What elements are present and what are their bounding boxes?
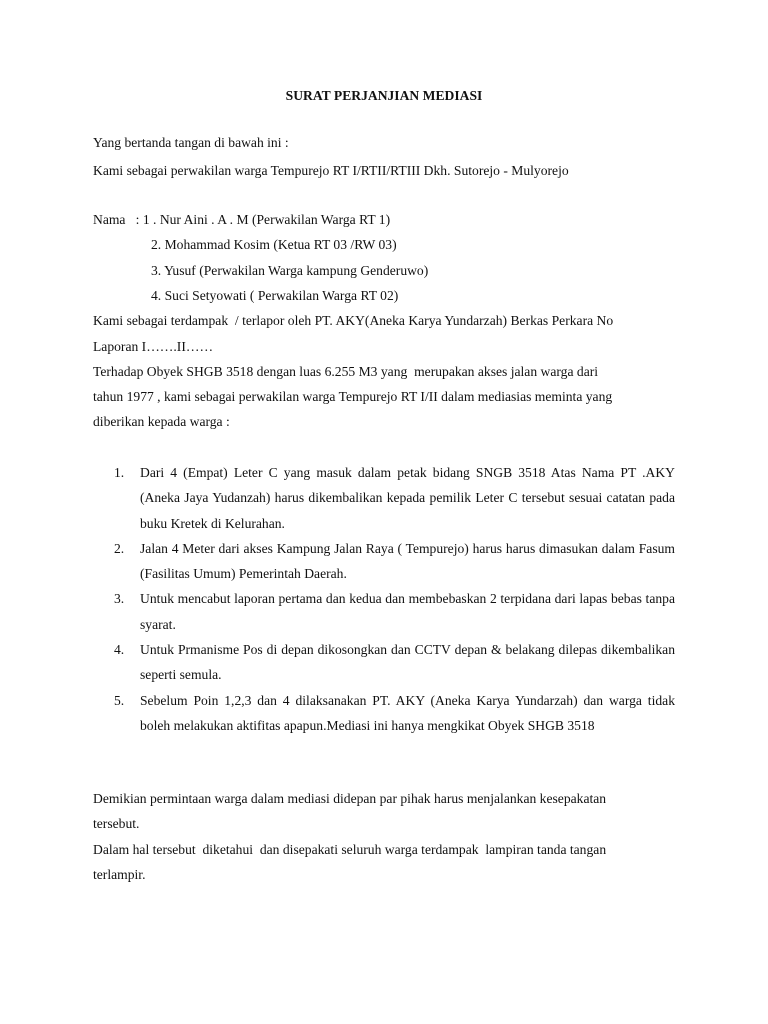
name-line: 3. Yusuf (Perwakilan Warga kampung Genderuwo) (151, 263, 429, 278)
document-title: SURAT PERJANJIAN MEDIASI (285, 88, 483, 103)
name-line: Nama : 1 . Nur Aini . A . M (Perwakilan Warga RT 1) (93, 212, 391, 227)
list-item-text: Untuk Prmanisme Pos di depan dikosongkan dan CCTV depan & belakang dilepas dikembalikan seperti semula. (140, 642, 675, 683)
list-item (93, 460, 675, 536)
list-item (93, 586, 675, 637)
list-item-number: 5. (114, 692, 125, 708)
list-item-text: Dari 4 (Empat) Leter C yang masuk dalam petak bidang SNGB 3518 Atas Nama PT .AKY (Aneka Jaya Yudanzah) harus dikembalikan kepada pemilik Leter C tersebut sesuai catatan pada buku Kretek di Kelurahan. (140, 465, 675, 531)
list-item-number: 3. (114, 591, 125, 607)
list-item-text: Untuk mencabut laporan pertama dan kedua dan membebaskan 2 terpidana dari lapas bebas tanpa syarat. (140, 591, 675, 632)
closing-line: Demikian permintaan warga dalam mediasi didepan par pihak harus menjalankan kesepakatan (93, 791, 607, 806)
list-item-text: Jalan 4 Meter dari akses Kampung Jalan Raya ( Tempurejo) harus harus dimasukan dalam Fasum (Fasilitas Umum) Pemerintah Daerah. (140, 540, 675, 582)
body-line: Kami sebagai terdampak / terlapor oleh PT. AKY(Aneka Karya Yundarzah) Berkas Perkara No (93, 313, 614, 328)
intro-line: Kami sebagai perwakilan warga Tempurejo RT I/RTII/RTIII Dkh. Sutorejo - Mulyorejo (93, 163, 569, 178)
list-item (93, 536, 675, 587)
intro-line: Yang bertanda tangan di bawah ini : (93, 135, 289, 150)
body-line: Terhadap Obyek SHGB 3518 dengan luas 6.255 M3 yang merupakan akses jalan warga dari (93, 364, 599, 379)
closing-line: Dalam hal tersebut diketahui dan disepakati seluruh warga terdampak lampiran tanda tangan (93, 842, 607, 857)
body-line: tahun 1977 , kami sebagai perwakilan warga Tempurejo RT I/II dalam mediasias meminta yang (93, 389, 613, 404)
list-item (93, 637, 675, 688)
list-item-number: 1. (114, 465, 125, 480)
request-list (93, 460, 675, 738)
list-item-text: Sebelum Poin 1,2,3 dan 4 dilaksanakan PT. AKY (Aneka Karya Yundarzah) dan warga tidak boleh melakukan aktifitas apapun.Mediasi ini hanya mengkikat Obyek SHGB 3518 (140, 692, 675, 733)
body-line: diberikan kepada warga : (93, 414, 230, 429)
body-line: Laporan I…….II…… (93, 339, 214, 354)
name-line: 4. Suci Setyowati ( Perwakilan Warga RT 02) (151, 288, 399, 303)
name-line: 2. Mohammad Kosim (Ketua RT 03 /RW 03) (151, 237, 397, 252)
list-item (93, 688, 675, 739)
list-item-number: 2. (114, 540, 125, 556)
closing-line: terlampir. (93, 867, 146, 882)
list-item-number: 4. (114, 642, 125, 658)
closing-line: tersebut. (93, 816, 140, 831)
